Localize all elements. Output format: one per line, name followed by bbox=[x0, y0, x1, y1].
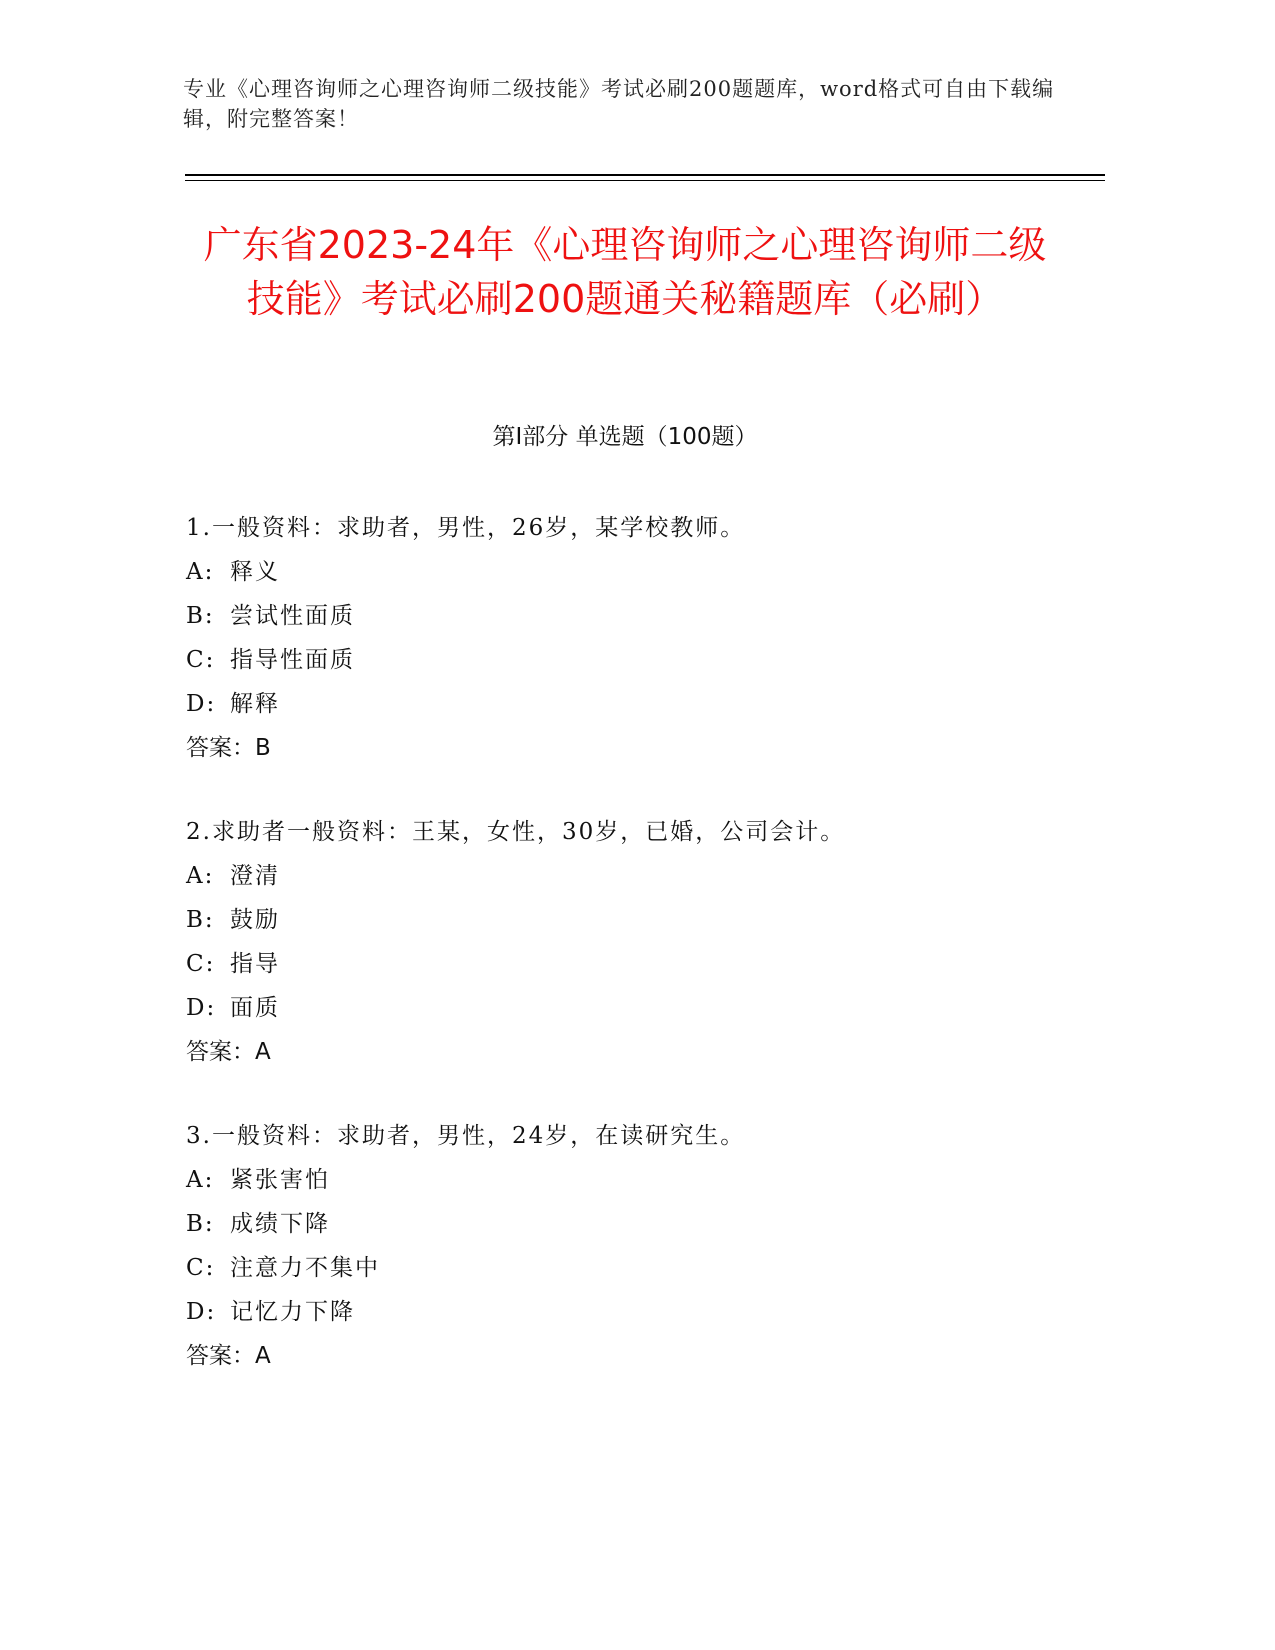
option-key: C: bbox=[186, 1255, 216, 1281]
option-c bbox=[186, 638, 1086, 682]
option-text: 紧张害怕 bbox=[230, 1167, 330, 1193]
option-key: A: bbox=[186, 559, 215, 585]
question-list bbox=[186, 506, 1086, 1418]
option-d bbox=[186, 682, 1086, 726]
option-text: 记忆力下降 bbox=[230, 1299, 355, 1325]
answer-value: A bbox=[255, 1343, 271, 1369]
option-key: A: bbox=[186, 1167, 215, 1193]
option-text: 指导性面质 bbox=[230, 647, 355, 673]
option-key: B: bbox=[186, 1211, 215, 1237]
answer-line bbox=[186, 726, 1086, 770]
question-stem: 2.求助者一般资料：王某，女性，30岁，已婚，公司会计。 bbox=[186, 819, 846, 845]
option-text: 成绩下降 bbox=[230, 1211, 330, 1237]
section-heading: 第I部分 单选题（100题） bbox=[492, 424, 758, 450]
option-key: C: bbox=[186, 647, 216, 673]
option-text: 澄清 bbox=[230, 863, 280, 889]
option-key: B: bbox=[186, 603, 215, 629]
question-stem: 3.一般资料：求助者，男性，24岁，在读研究生。 bbox=[186, 1123, 746, 1149]
option-key: C: bbox=[186, 951, 216, 977]
option-b bbox=[186, 594, 1086, 638]
option-text: 解释 bbox=[230, 691, 280, 717]
question-2 bbox=[186, 810, 1086, 1074]
option-c bbox=[186, 942, 1086, 986]
option-key: D: bbox=[186, 995, 217, 1021]
option-a bbox=[186, 854, 1086, 898]
option-key: A: bbox=[186, 863, 215, 889]
option-key: B: bbox=[186, 907, 215, 933]
option-d bbox=[186, 986, 1086, 1030]
question-3 bbox=[186, 1114, 1086, 1378]
header-rule-thin bbox=[185, 180, 1105, 181]
question-stem: 1.一般资料：求助者，男性，26岁，某学校教师。 bbox=[186, 515, 746, 541]
option-text: 面质 bbox=[230, 995, 280, 1021]
option-key: D: bbox=[186, 1299, 217, 1325]
question-1 bbox=[186, 506, 1086, 770]
option-c bbox=[186, 1246, 1086, 1290]
header-note: 专业《心理咨询师之心理咨询师二级技能》考试必刷200题题库，word格式可自由下载编辑，附完整答案！ bbox=[183, 77, 1055, 131]
option-a bbox=[186, 1158, 1086, 1202]
option-key: D: bbox=[186, 691, 217, 717]
answer-line bbox=[186, 1030, 1086, 1074]
option-text: 释义 bbox=[230, 559, 280, 585]
option-d bbox=[186, 1290, 1086, 1334]
option-text: 鼓励 bbox=[230, 907, 280, 933]
option-text: 指导 bbox=[230, 951, 280, 977]
answer-label: 答案： bbox=[186, 1343, 255, 1369]
header-rule-thick bbox=[185, 174, 1105, 176]
answer-line bbox=[186, 1334, 1086, 1378]
document-title: 广东省2023-24年《心理咨询师之心理咨询师二级技能》考试必刷200题通关秘籍题库（必刷） bbox=[203, 223, 1047, 321]
option-b bbox=[186, 1202, 1086, 1246]
option-b bbox=[186, 898, 1086, 942]
answer-value: A bbox=[255, 1039, 271, 1065]
option-text: 注意力不集中 bbox=[230, 1255, 380, 1281]
option-a bbox=[186, 550, 1086, 594]
option-text: 尝试性面质 bbox=[230, 603, 355, 629]
answer-label: 答案： bbox=[186, 1039, 255, 1065]
answer-label: 答案： bbox=[186, 735, 255, 761]
answer-value: B bbox=[255, 735, 271, 761]
